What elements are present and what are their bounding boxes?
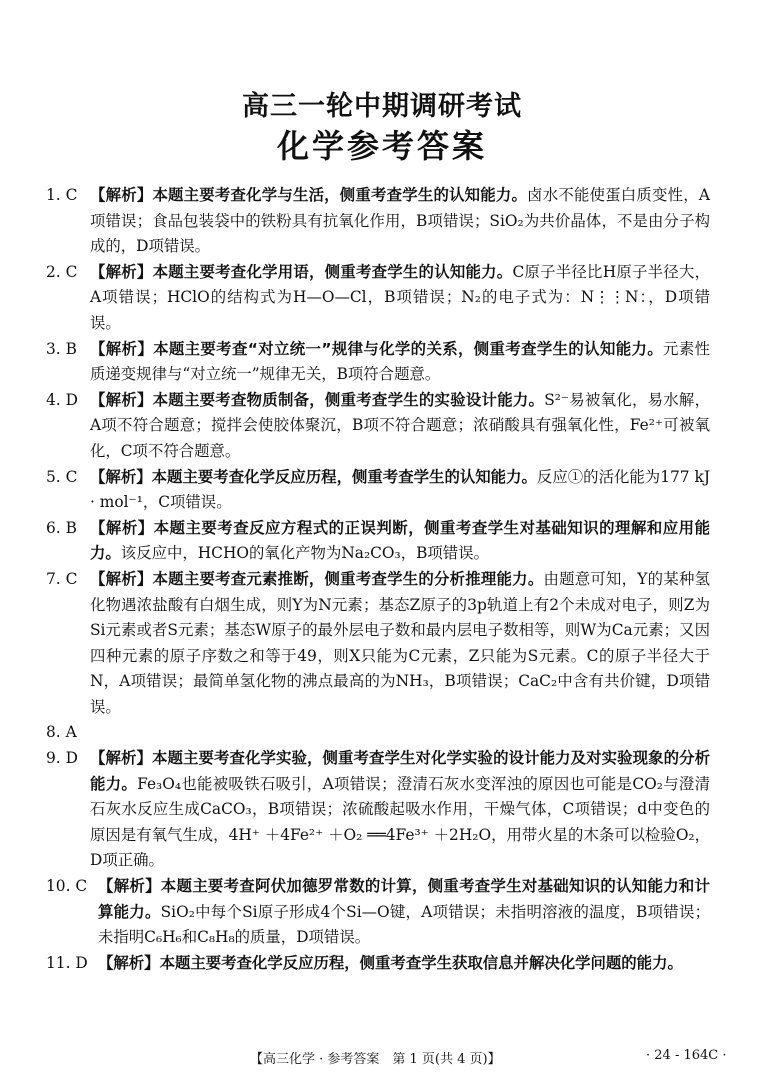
page-title: 高三一轮中期调研考试: [242, 91, 522, 122]
analysis-tag: 【解析】本题主要考查元素推断，侧重考查学生的分析推理能力。: [90, 569, 544, 588]
analysis-text: 反应①的活化能为177 kJ · mol⁻¹，C项错误。: [90, 467, 710, 512]
analysis-text: 卤水不能使蛋白质变性，A项错误；食品包装袋中的铁粉具有抗氧化作用，B项错误；SiO₂为共价晶体，不是由分子构成的，D项错误。: [90, 186, 710, 256]
analysis-text: S²⁻易被氧化，易水解，A项不符合题意；搅拌会使胶体聚沉，B项不符合题意；浓硝酸具有强氧化性，Fe²⁺可被氧化，C项不符合题意。: [90, 390, 710, 460]
analysis-text: 元素性质递变规律与“对立统一”规律无关，B项符合题意。: [90, 339, 710, 384]
answer-item: [46, 388, 710, 465]
analysis-tag: 【解析】本题主要考查化学与生活，侧重考查学生的认知能力。: [90, 186, 528, 204]
answer-item: [46, 260, 710, 337]
answer-item: [46, 465, 710, 516]
page-subtitle: 化学参考答案: [276, 127, 487, 165]
answer-number: 3. B: [46, 339, 77, 358]
answer-item: [46, 746, 710, 874]
answer-number: 10. C: [46, 877, 88, 896]
analysis-text: SiO₂中每个Si原子形成4个Si—O键，A项错误；未指明溶液的温度，B项错误；未指明C₆H₆和C₈H₈的质量，D项错误。: [98, 902, 710, 947]
analysis-text: Fe₃O₄也能被吸铁石吸引，A项错误；澄清石灰水变浑浊的原因也可能是CO₂与澄清石灰水反应生成CaCO₃，B项错误；浓硫酸起吸水作用，干燥气体，C项错误；d中变色的原因是有氧气生成，4H⁺ ＋4Fe²⁺ ＋O₂ ══4Fe³⁺ ＋2H₂O，用带火星的木条可以检验O₂，D项正确。: [90, 774, 710, 870]
answer-item: [46, 516, 710, 567]
answer-number: 5. C: [46, 467, 78, 486]
answer-number: 2. C: [46, 262, 78, 281]
analysis-tag: 【解析】本题主要考查阿伏加德罗常数的计算，侧重考查学生对基础知识的认知能力和计算能力。: [98, 877, 710, 921]
answer-number: 11. D: [46, 953, 88, 972]
analysis-tag: 【解析】本题主要考查“对立统一”规律与化学的关系，侧重考查学生的认知能力。: [90, 339, 664, 358]
analysis-tag: 【解析】本题主要考查物质制备，侧重考查学生的实验设计能力。: [90, 390, 545, 409]
answer-item: [46, 951, 710, 977]
analysis-text: 该反应中，HCHO的氧化产物为Na₂CO₃，B项错误。: [120, 544, 489, 563]
answer-item: [46, 874, 710, 951]
analysis-tag: 【解析】本题主要考查化学反应历程，侧重考查学生的认知能力。: [90, 467, 537, 486]
analysis-tag: 【解析】本题主要考查化学反应历程，侧重考查学生获取信息并解决化学问题的能力。: [98, 953, 683, 972]
answer-number: 7. C: [46, 569, 78, 588]
analysis-tag: 【解析】本题主要考查化学实验，侧重考查学生对化学实验的设计能力及对实验现象的分析能力。: [90, 749, 710, 793]
answer-number: 9. D: [46, 749, 78, 768]
analysis-tag: 【解析】本题主要考查反应方程式的正误判断，侧重考查学生对基础知识的理解和应用能力。: [90, 518, 710, 563]
answer-number: 4. D: [46, 390, 78, 409]
analysis-text: 由题意可知，Y的某种氢化物遇浓盐酸有白烟生成，则Y为N元素；基态Z原子的3p轨道上有2个未成对电子，则Z为Si元素或者S元素；基态W原子的最外层电子数和最内层电子数相等，则W为Ca元素；又因四种元素的原子序数之和等于49，则X只能为C元素，Z只能为S元素。C的原子半径大于N，A项错误；最简单氢化物的沸点最高的为NH₃，B项错误；CaC₂中含有共价键，D项错误。: [90, 569, 710, 716]
analysis-tag: 【解析】本题主要考查化学用语，侧重考查学生的认知能力。: [90, 262, 513, 281]
analysis-text: C原子半径比H原子半径大，A项错误；HClO的结构式为H—O—Cl，B项错误；N₂的电子式为：N⋮⋮N：，D项错误。: [90, 262, 710, 332]
answer-item: [46, 337, 710, 388]
answer-number: 6. B: [46, 518, 77, 537]
footer-page-info: 【高三化学 · 参考答案 第 1 页(共 4 页)】: [250, 1052, 501, 1067]
answer-list: [46, 183, 710, 976]
answer-item: [46, 720, 710, 746]
answer-item: [46, 567, 710, 721]
answer-item: [46, 183, 710, 260]
answer-number: 8. A: [46, 723, 77, 742]
footer-code: · 24 - 164C ·: [646, 1048, 727, 1063]
answer-number: 1. C: [46, 186, 78, 204]
